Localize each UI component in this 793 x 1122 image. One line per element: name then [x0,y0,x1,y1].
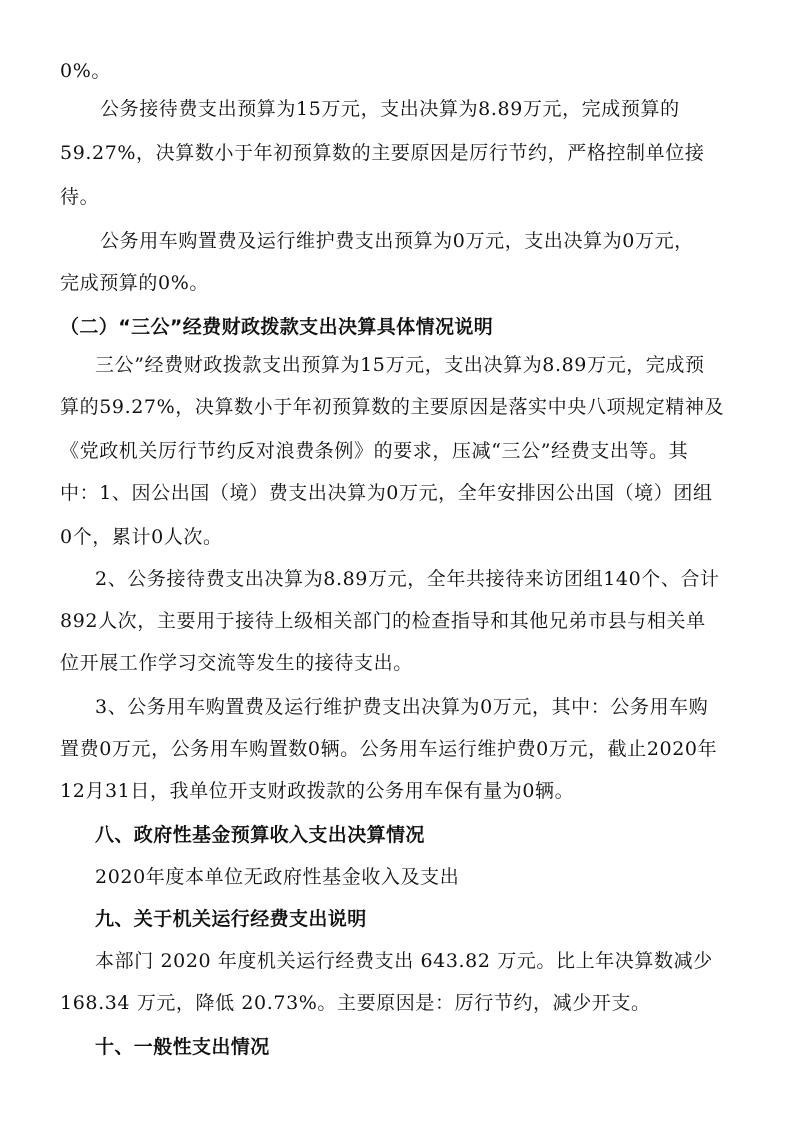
text-line: 待。 [60,186,100,208]
text-line: 算的59.27%，决算数小于年初预算数的主要原因是落实中央八项规定精神及 [60,396,725,418]
text-line: 本部门 2020 年度机关运行经费支出 643.82 万元。比上年决算数减少 [95,950,713,972]
text-line: 位开展工作学习交流等发生的接待支出。 [60,652,413,674]
section-heading: 九、关于机关运行经费支出说明 [95,908,367,930]
section-heading: 十、一般性支出情况 [95,1036,270,1058]
section-heading: （二）“三公”经费财政拨款支出决算具体情况说明 [60,316,494,338]
text-line: 公务接待费支出预算为15万元，支出决算为8.89万元，完成预算的 [100,98,680,120]
text-line: 《党政机关厉行节约反对浪费条例》的要求，压减“三公”经费支出等。其 [60,440,689,462]
text-line: 0%。 [60,60,111,82]
section-heading: 八、政府性基金预算收入支出决算情况 [95,824,425,846]
text-line: 3、公务用车购置费及运行维护费支出决算为0万元，其中：公务用车购 [95,696,709,718]
text-line: 中：1、因公出国（境）费支出决算为0万元，全年安排因公出国（境）团组 [60,482,713,504]
text-line: 59.27%，决算数小于年初预算数的主要原因是厉行节约，严格控制单位接 [60,142,705,164]
text-line: 892人次，主要用于接待上级相关部门的检查指导和其他兄弟市县与相关单 [60,610,706,632]
text-line: 2020年度本单位无政府性基金收入及支出 [95,866,460,888]
text-line: 公务用车购置费及运行维护费支出预算为0万元，支出决算为0万元， [100,230,694,252]
text-line: 0个，累计0人次。 [60,526,223,548]
text-line: 置费0万元，公务用车购置数0辆。公务用车运行维护费0万元，截止2020年 [60,738,718,760]
text-line: 12月31日，我单位开支财政拨款的公务用车保有量为0辆。 [60,780,575,802]
text-line: 三公”经费财政拨款支出预算为15万元，支出决算为8.89万元，完成预 [95,354,705,376]
text-line: 168.34 万元，降低 20.73%。主要原因是：厉行节约，减少开支。 [60,992,651,1014]
text-line: 2、公务接待费支出决算为8.89万元，全年共接待来访团组140个、合计 [95,568,720,590]
text-line: 完成预算的0%。 [60,272,209,294]
